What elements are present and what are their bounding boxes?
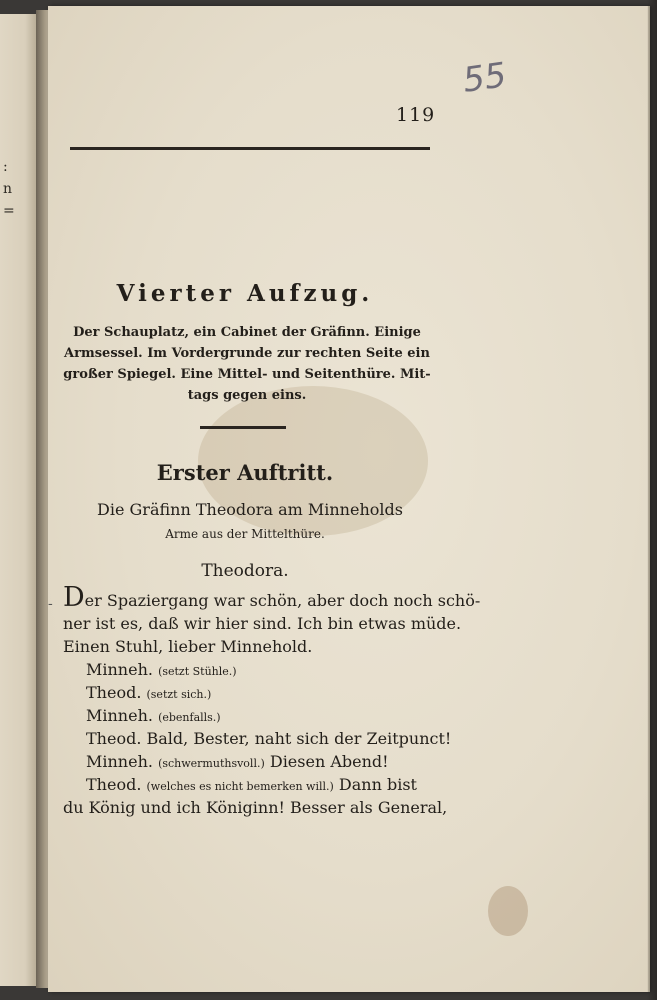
act-title: Vierter Aufzug. xyxy=(116,280,374,307)
dialogue-line xyxy=(86,660,237,679)
line-text: Theod. xyxy=(86,775,142,794)
section-divider xyxy=(200,426,286,429)
line-text: Minneh. xyxy=(86,660,153,679)
setting-line: Armsessel. Im Vordergrunde zur rechten Seite ein xyxy=(64,346,430,361)
page-edge-shadow xyxy=(647,0,657,1000)
stage-direction: (setzt sich.) xyxy=(146,688,212,701)
line-text: er Spaziergang war schön, aber doch noch schö- xyxy=(84,591,481,610)
stage-direction: (schwermuthsvoll.) xyxy=(158,757,265,770)
scene-persons: Die Gräfinn Theodora am Minneholds xyxy=(97,500,403,519)
setting-line: großer Spiegel. Eine Mittel- und Seitenthüre. Mit- xyxy=(63,367,431,382)
stage-direction: (setzt Stühle.) xyxy=(158,665,237,678)
line-text: ner ist es, daß wir hier sind. Ich bin etwas müde. xyxy=(63,614,462,633)
line-text: Theod. Bald, Bester, naht sich der Zeitpunct! xyxy=(86,729,452,748)
dialogue-line xyxy=(86,706,221,725)
dialogue-line xyxy=(86,775,417,794)
page-number: 119 xyxy=(396,104,436,126)
stage-direction: (ebenfalls.) xyxy=(158,711,221,724)
dialogue-line xyxy=(86,729,451,748)
line-text: Theod. xyxy=(86,683,142,702)
line-text: Einen Stuhl, lieber Minnehold. xyxy=(63,637,313,656)
prev-mark: : xyxy=(3,159,8,175)
stage-setting xyxy=(62,322,432,406)
prev-mark: n xyxy=(3,181,13,197)
prev-mark: = xyxy=(3,203,15,219)
pencil-folio-mark: 55 xyxy=(460,55,509,101)
dialogue-line xyxy=(63,798,447,817)
dialogue-line xyxy=(86,683,211,702)
speaker-heading: Theodora. xyxy=(201,561,289,581)
line-text: Dann bist xyxy=(338,775,417,794)
drop-cap: D xyxy=(63,582,85,613)
header-rule xyxy=(70,147,430,150)
margin-mark: - xyxy=(48,596,53,612)
stage-direction: (welches es nicht bemerken will.) xyxy=(146,780,334,793)
dialogue-line xyxy=(63,582,480,613)
dialogue-line xyxy=(63,614,461,633)
scene-persons-continued: Arme aus der Mittelthüre. xyxy=(165,527,325,541)
line-text: Minneh. xyxy=(86,706,153,725)
setting-line: tags gegen eins. xyxy=(187,388,307,403)
setting-line: Der Schauplatz, ein Cabinet der Gräfinn. Einige xyxy=(73,325,421,340)
scene-title: Erster Auftritt. xyxy=(156,460,334,485)
dialogue-line xyxy=(63,637,312,656)
line-text: Minneh. xyxy=(86,752,153,771)
line-text: du König und ich Königinn! Besser als General, xyxy=(63,798,448,817)
dialogue-line xyxy=(86,752,389,771)
line-text: Diesen Abend! xyxy=(269,752,389,771)
